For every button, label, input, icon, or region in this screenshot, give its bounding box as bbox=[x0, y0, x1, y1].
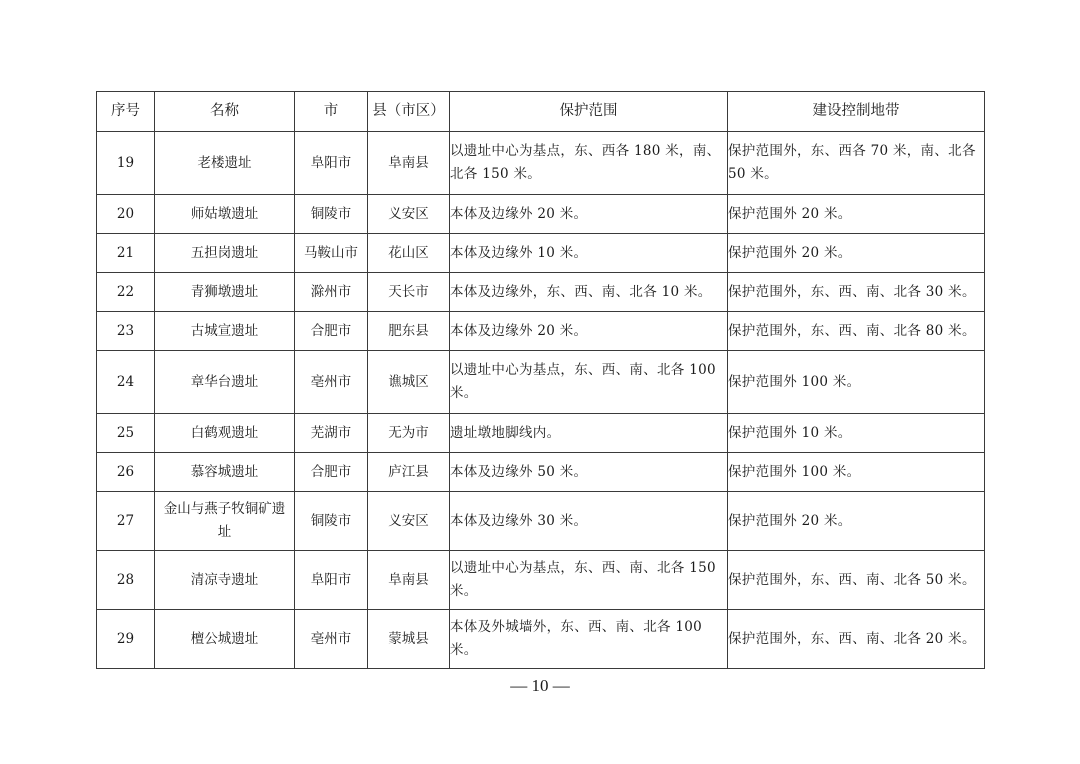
cell-protection-range: 遗址墩地脚线内。 bbox=[450, 414, 728, 453]
table-row bbox=[97, 551, 985, 610]
header-construction-control-zone: 建设控制地带 bbox=[728, 92, 985, 132]
cell-county: 肥东县 bbox=[368, 312, 450, 351]
cell-name: 清凉寺遗址 bbox=[155, 551, 295, 610]
cell-index: 24 bbox=[97, 351, 155, 414]
cell-construction-control-zone: 保护范围外 10 米。 bbox=[728, 414, 985, 453]
table-row bbox=[97, 610, 985, 669]
cell-name: 五担岗遗址 bbox=[155, 234, 295, 273]
cell-name: 慕容城遗址 bbox=[155, 453, 295, 492]
cell-index: 27 bbox=[97, 492, 155, 551]
cell-city: 合肥市 bbox=[295, 453, 368, 492]
cell-city: 芜湖市 bbox=[295, 414, 368, 453]
cell-county: 蒙城县 bbox=[368, 610, 450, 669]
cell-county: 花山区 bbox=[368, 234, 450, 273]
cell-protection-range: 以遗址中心为基点，东、西、南、北各 100 米。 bbox=[450, 351, 728, 414]
cell-city: 铜陵市 bbox=[295, 492, 368, 551]
cell-county: 阜南县 bbox=[368, 132, 450, 195]
cell-construction-control-zone: 保护范围外，东、西、南、北各 30 米。 bbox=[728, 273, 985, 312]
cell-city: 马鞍山市 bbox=[295, 234, 368, 273]
table-row bbox=[97, 453, 985, 492]
cell-protection-range: 本体及边缘外 30 米。 bbox=[450, 492, 728, 551]
cell-name: 金山与燕子牧铜矿遗址 bbox=[155, 492, 295, 551]
cell-construction-control-zone: 保护范围外，东、西各 70 米，南、北各 50 米。 bbox=[728, 132, 985, 195]
cell-county: 义安区 bbox=[368, 195, 450, 234]
cell-city: 亳州市 bbox=[295, 351, 368, 414]
table-row bbox=[97, 273, 985, 312]
cell-county: 义安区 bbox=[368, 492, 450, 551]
header-city: 市 bbox=[295, 92, 368, 132]
cell-name: 章华台遗址 bbox=[155, 351, 295, 414]
cell-index: 21 bbox=[97, 234, 155, 273]
table-row bbox=[97, 195, 985, 234]
cell-index: 19 bbox=[97, 132, 155, 195]
heritage-sites-table bbox=[96, 91, 985, 669]
cell-county: 庐江县 bbox=[368, 453, 450, 492]
cell-county: 无为市 bbox=[368, 414, 450, 453]
table-row bbox=[97, 492, 985, 551]
cell-protection-range: 本体及边缘外 10 米。 bbox=[450, 234, 728, 273]
cell-city: 合肥市 bbox=[295, 312, 368, 351]
table-row bbox=[97, 234, 985, 273]
cell-city: 阜阳市 bbox=[295, 132, 368, 195]
cell-construction-control-zone: 保护范围外，东、西、南、北各 50 米。 bbox=[728, 551, 985, 610]
cell-city: 铜陵市 bbox=[295, 195, 368, 234]
table-header-row bbox=[97, 92, 985, 132]
cell-protection-range: 本体及边缘外，东、西、南、北各 10 米。 bbox=[450, 273, 728, 312]
cell-protection-range: 以遗址中心为基点，东、西各 180 米，南、北各 150 米。 bbox=[450, 132, 728, 195]
table-row bbox=[97, 132, 985, 195]
cell-construction-control-zone: 保护范围外 20 米。 bbox=[728, 492, 985, 551]
cell-city: 滁州市 bbox=[295, 273, 368, 312]
cell-index: 22 bbox=[97, 273, 155, 312]
cell-construction-control-zone: 保护范围外 20 米。 bbox=[728, 195, 985, 234]
cell-index: 26 bbox=[97, 453, 155, 492]
cell-protection-range: 本体及边缘外 20 米。 bbox=[450, 312, 728, 351]
cell-index: 23 bbox=[97, 312, 155, 351]
cell-name: 青狮墩遗址 bbox=[155, 273, 295, 312]
header-index: 序号 bbox=[97, 92, 155, 132]
cell-index: 29 bbox=[97, 610, 155, 669]
cell-county: 天长市 bbox=[368, 273, 450, 312]
cell-city: 亳州市 bbox=[295, 610, 368, 669]
cell-index: 25 bbox=[97, 414, 155, 453]
cell-construction-control-zone: 保护范围外，东、西、南、北各 20 米。 bbox=[728, 610, 985, 669]
cell-protection-range: 本体及外城墙外，东、西、南、北各 100 米。 bbox=[450, 610, 728, 669]
table-row bbox=[97, 351, 985, 414]
cell-name: 老楼遗址 bbox=[155, 132, 295, 195]
cell-name: 古城宣遗址 bbox=[155, 312, 295, 351]
cell-name: 白鹤观遗址 bbox=[155, 414, 295, 453]
cell-protection-range: 本体及边缘外 50 米。 bbox=[450, 453, 728, 492]
cell-construction-control-zone: 保护范围外，东、西、南、北各 80 米。 bbox=[728, 312, 985, 351]
header-protection-range: 保护范围 bbox=[450, 92, 728, 132]
cell-city: 阜阳市 bbox=[295, 551, 368, 610]
cell-construction-control-zone: 保护范围外 100 米。 bbox=[728, 453, 985, 492]
cell-protection-range: 本体及边缘外 20 米。 bbox=[450, 195, 728, 234]
cell-name: 师姑墩遗址 bbox=[155, 195, 295, 234]
table-row bbox=[97, 414, 985, 453]
page-number: — 10 — bbox=[510, 676, 570, 695]
cell-construction-control-zone: 保护范围外 20 米。 bbox=[728, 234, 985, 273]
table-row bbox=[97, 312, 985, 351]
cell-index: 20 bbox=[97, 195, 155, 234]
cell-county: 阜南县 bbox=[368, 551, 450, 610]
cell-index: 28 bbox=[97, 551, 155, 610]
cell-construction-control-zone: 保护范围外 100 米。 bbox=[728, 351, 985, 414]
header-county: 县（市区） bbox=[368, 92, 450, 132]
cell-county: 谯城区 bbox=[368, 351, 450, 414]
cell-protection-range: 以遗址中心为基点，东、西、南、北各 150 米。 bbox=[450, 551, 728, 610]
cell-name: 檀公城遗址 bbox=[155, 610, 295, 669]
header-name: 名称 bbox=[155, 92, 295, 132]
